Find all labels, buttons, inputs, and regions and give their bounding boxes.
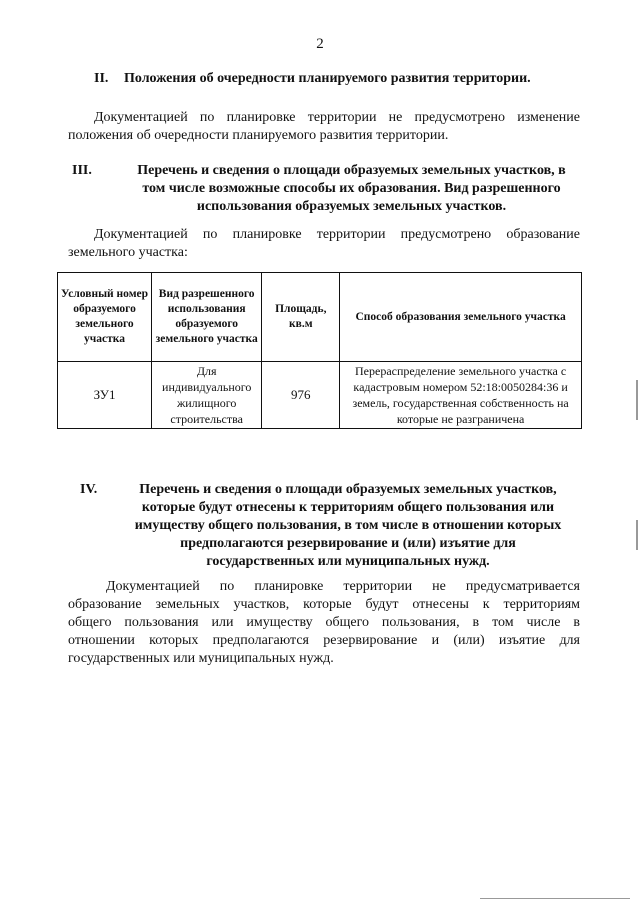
- section-3-heading: [72, 162, 587, 218]
- section-4-line: отношении которых предполагаются резервирование и (или) изъятие для: [68, 633, 580, 648]
- section-4-line: Документацией по планировке территории не предусматривается: [106, 579, 580, 594]
- table-header-use: Вид разрешенного использования образуемого земельного участка: [152, 273, 262, 362]
- section-4-title-line: Перечень и сведения о площади образуемых земельных участков,: [139, 482, 557, 497]
- page-number: 2: [316, 36, 324, 52]
- table-header-id: Условный номер образуемого земельного участка: [58, 273, 152, 362]
- section-3-text: [68, 226, 580, 262]
- section-2-heading: [94, 70, 594, 90]
- section-4-title: [116, 481, 580, 571]
- section-4-text: [68, 578, 580, 668]
- section-4-line: общего пользования или имуществу общего пользования, в том числе в: [68, 615, 580, 630]
- scan-edge-mark: [480, 898, 630, 899]
- section-4-line: образование земельных участков, которые будут отнесены к территориям: [68, 597, 580, 612]
- section-2-line: Документацией по планировке территории не предусмотрено изменение: [94, 110, 580, 125]
- section-4-line: государственных или муниципальных нужд.: [68, 651, 334, 666]
- land-plots-table: [57, 272, 582, 429]
- section-3-line: земельного участка:: [68, 245, 188, 260]
- section-3-line: Документацией по планировке территории предусмотрено образование: [94, 227, 580, 242]
- section-3-title-line: Перечень и сведения о площади образуемых земельных участков, в: [137, 163, 566, 178]
- section-4-number: IV.: [80, 482, 98, 497]
- table-cell-id: ЗУ1: [58, 362, 152, 429]
- section-4-title-line: государственных или муниципальных нужд.: [206, 554, 490, 569]
- section-4-title-line: которые будут отнесены к территориям общего пользования или: [141, 500, 555, 515]
- section-2-line: положения об очередности планируемого развития территории.: [68, 128, 449, 143]
- section-2-title: Положения об очередности планируемого развития территории.: [124, 71, 531, 86]
- table-header-row: [58, 273, 582, 362]
- scan-edge-mark: [636, 520, 638, 550]
- section-2-text: [68, 109, 580, 145]
- table-cell-use: Для индивидуального жилищного строительства: [152, 362, 262, 429]
- section-4-title-line: имуществу общего пользования, в том числе в отношении которых: [134, 518, 562, 533]
- section-3-title-line: том числе возможные способы их образования. Вид разрешенного: [142, 181, 561, 196]
- scan-edge-mark: [636, 380, 638, 420]
- table-cell-method: Перераспределение земельного участка с кадастровым номером 52:18:0050284:36 и земель, государственная собственность на которые не разграничена: [340, 362, 582, 429]
- section-3-title-line: использования образуемых земельных участков.: [196, 199, 507, 214]
- section-3-number: III.: [72, 163, 92, 178]
- section-2-number: II.: [94, 71, 109, 86]
- table-header-method: Способ образования земельного участка: [340, 273, 582, 362]
- section-4-title-line: предполагаются резервирование и (или) изъятие для: [180, 536, 516, 551]
- section-4-heading: [80, 481, 580, 573]
- table-header-area: Площадь, кв.м: [262, 273, 340, 362]
- section-3-title: [116, 162, 587, 216]
- table-row: [58, 362, 582, 429]
- table-cell-area: 976: [262, 362, 340, 429]
